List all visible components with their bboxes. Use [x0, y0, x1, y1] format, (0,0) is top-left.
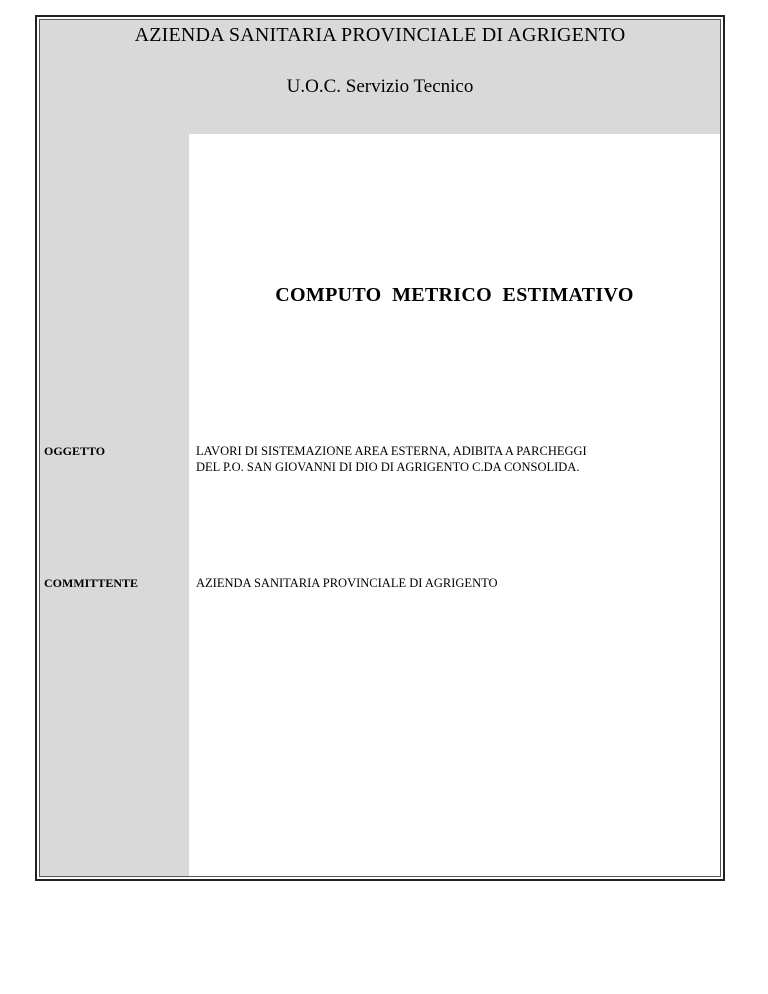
organization-name: AZIENDA SANITARIA PROVINCIALE DI AGRIGENTO: [134, 24, 626, 46]
cover-frame: [35, 15, 725, 881]
cover-inner-frame: [39, 19, 721, 877]
label-column: [40, 134, 189, 876]
committente-value: AZIENDA SANITARIA PROVINCIALE DI AGRIGENTO: [196, 576, 498, 590]
department-name: U.O.C. Servizio Tecnico: [286, 76, 474, 97]
oggetto-value: [196, 443, 587, 475]
oggetto-label: OGGETTO: [44, 444, 106, 458]
oggetto-value-line-1: LAVORI DI SISTEMAZIONE AREA ESTERNA, ADIBITA A PARCHEGGI: [196, 444, 587, 458]
document-title: COMPUTO METRICO ESTIMATIVO: [275, 284, 634, 306]
oggetto-value-line-2: DEL P.O. SAN GIOVANNI DI DIO DI AGRIGENTO C.DA CONSOLIDA.: [196, 460, 580, 474]
header-band: [40, 20, 720, 134]
committente-label: COMMITTENTE: [44, 576, 139, 590]
